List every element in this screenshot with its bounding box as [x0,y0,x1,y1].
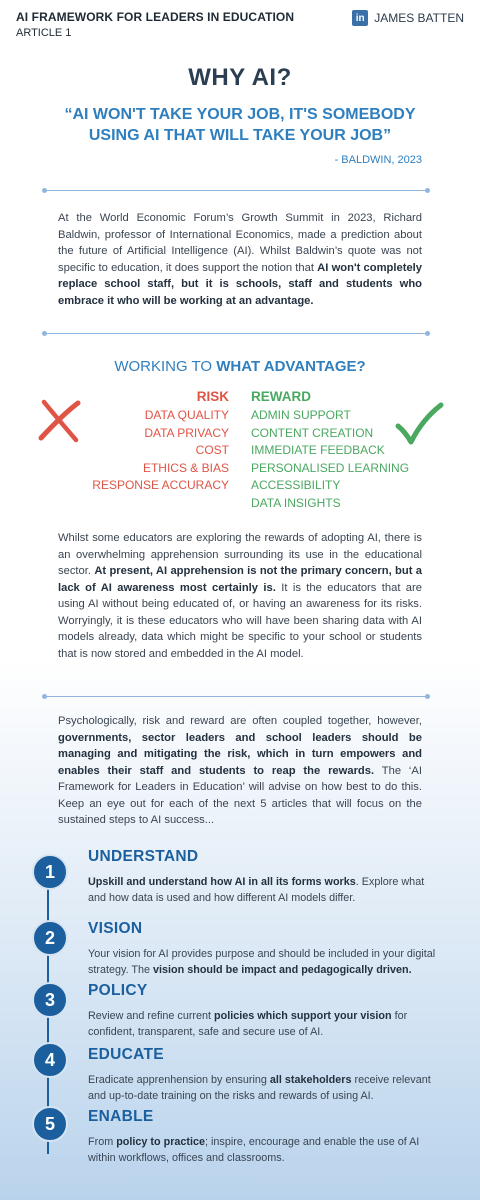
step-text: for confident, transparent, safe and secure use of AI. [88,1010,408,1038]
step-bold: vision should be impact and pedagogically driven. [153,964,412,976]
advantage-heading [0,358,480,375]
risk-heading: RISK [196,389,229,404]
step-title: ENABLE [88,1108,154,1125]
header [16,10,464,40]
step-description [88,946,440,978]
step-title: VISION [88,920,143,937]
step-number: 2 [32,920,68,956]
divider [44,696,428,697]
para3-text: The ‘AI Framework for Leaders in Education’ will advise on how best to do this. Keep an eye out for each of the next 5 articles that will focus on the sustained steps to AI success... [58,764,422,826]
divider [44,190,428,191]
advantage-prefix: WORKING TO [114,358,217,375]
advantage-bold: WHAT ADVANTAGE? [216,358,366,375]
step-description [88,1072,440,1104]
step-bold: Upskill and understand how AI in all its forms works [88,876,356,888]
author-name: JAMES BATTEN [374,11,464,25]
risk-reward-paragraph [58,713,422,829]
step-text: From [88,1136,117,1148]
apprehension-paragraph [58,530,422,662]
page-title: WHY AI? [188,64,292,91]
reward-item: PERSONALISED LEARNING [251,460,410,475]
para3-text: Psychologically, risk and reward are often coupled together, however, [58,715,422,727]
reward-item: ACCESSIBILITY [251,478,341,492]
para2-text: Whilst some educators are exploring the rewards of adopting AI, there is an overwhelming apprehension surrounding its use in the educational sector. [58,532,422,577]
step-description [88,874,440,906]
divider [44,333,428,334]
intro-paragraph [58,210,422,309]
step-text: . Explore what and how data is used and how different AI models differ. [88,876,425,904]
linkedin-icon: in [352,10,368,26]
para2-text: It is the educators that are using AI without being educated of, or having an awareness for its risks. Worryingly, it is these educators who will have been sharing data with AI models already, data which might be specific to your school or students that is now stored and embedded in the AI model. [58,581,422,660]
reward-item: CONTENT CREATION [251,425,374,440]
step-bold: all stakeholders [269,1074,352,1086]
risk-item: DATA QUALITY [144,408,229,422]
check-icon [394,402,444,446]
step-text: Review and refine current [88,1010,215,1022]
step-text: receive relevant and up-to-date training on the risks and rewards of using AI. [88,1074,431,1102]
reward-item: IMMEDIATE FEEDBACK [251,443,385,457]
step-title: POLICY [88,982,148,999]
step-bold: policy to practice [116,1136,206,1148]
cross-icon [36,398,82,444]
step-number: 1 [32,854,68,890]
risk-item: RESPONSE ACCURACY [92,478,229,492]
intro-text: At the World Economic Forum’s Growth Summit in 2023, Richard Baldwin, professor of International Economics, made a prediction about the future of Artificial Intelligence (AI). Whilst Baldwin’s quote was not specific to education, it does support the notion that [58,212,422,274]
step-number: 3 [32,982,68,1018]
step-number: 5 [32,1106,68,1142]
step-text: ; inspire, encourage and enable the use of AI within workflows, offices and classrooms. [88,1136,420,1164]
reward-item: ADMIN SUPPORT [251,408,351,422]
risk-item: COST [195,443,229,457]
article-label: ARTICLE 1 [16,27,72,39]
risk-item: ETHICS & BIAS [142,460,229,475]
quote-attribution: - BALDWIN, 2023 [334,154,422,166]
step-text: Your vision for AI provides purpose and should be included in your digital strategy. The [88,948,436,976]
framework-title: AI FRAMEWORK FOR LEADERS IN EDUCATION [16,10,295,24]
step-number: 4 [32,1042,68,1078]
step-title: UNDERSTAND [88,848,199,865]
risk-column [80,389,229,495]
para3-bold: governments, sector leaders and school leaders should be managing and mitigating the risk, which in turn empowers and enables their staff and students to reap the rewards. [58,731,422,777]
step-bold: policies which support your vision [214,1010,392,1022]
step-title: EDUCATE [88,1046,164,1063]
intro-bold: AI won't completely replace school staff, but it is schools, staff and students who embrace it who will be working at an advantage. [58,261,422,307]
author-link[interactable] [352,10,464,26]
reward-heading: REWARD [251,389,311,404]
step-description [88,1134,440,1166]
step-description [88,1008,440,1040]
para2-bold: At present, AI apprehension is not the primary concern, but a lack of AI awareness most certainly is. [58,565,422,594]
quote-text: “AI WON'T TAKE YOUR JOB, IT'S SOMEBODY USING AI THAT WILL TAKE YOUR JOB” [64,106,416,144]
risk-item: DATA PRIVACY [144,425,229,440]
step-text: Eradicate apprenhension by ensuring [88,1074,270,1086]
reward-item: DATA INSIGHTS [251,495,341,510]
